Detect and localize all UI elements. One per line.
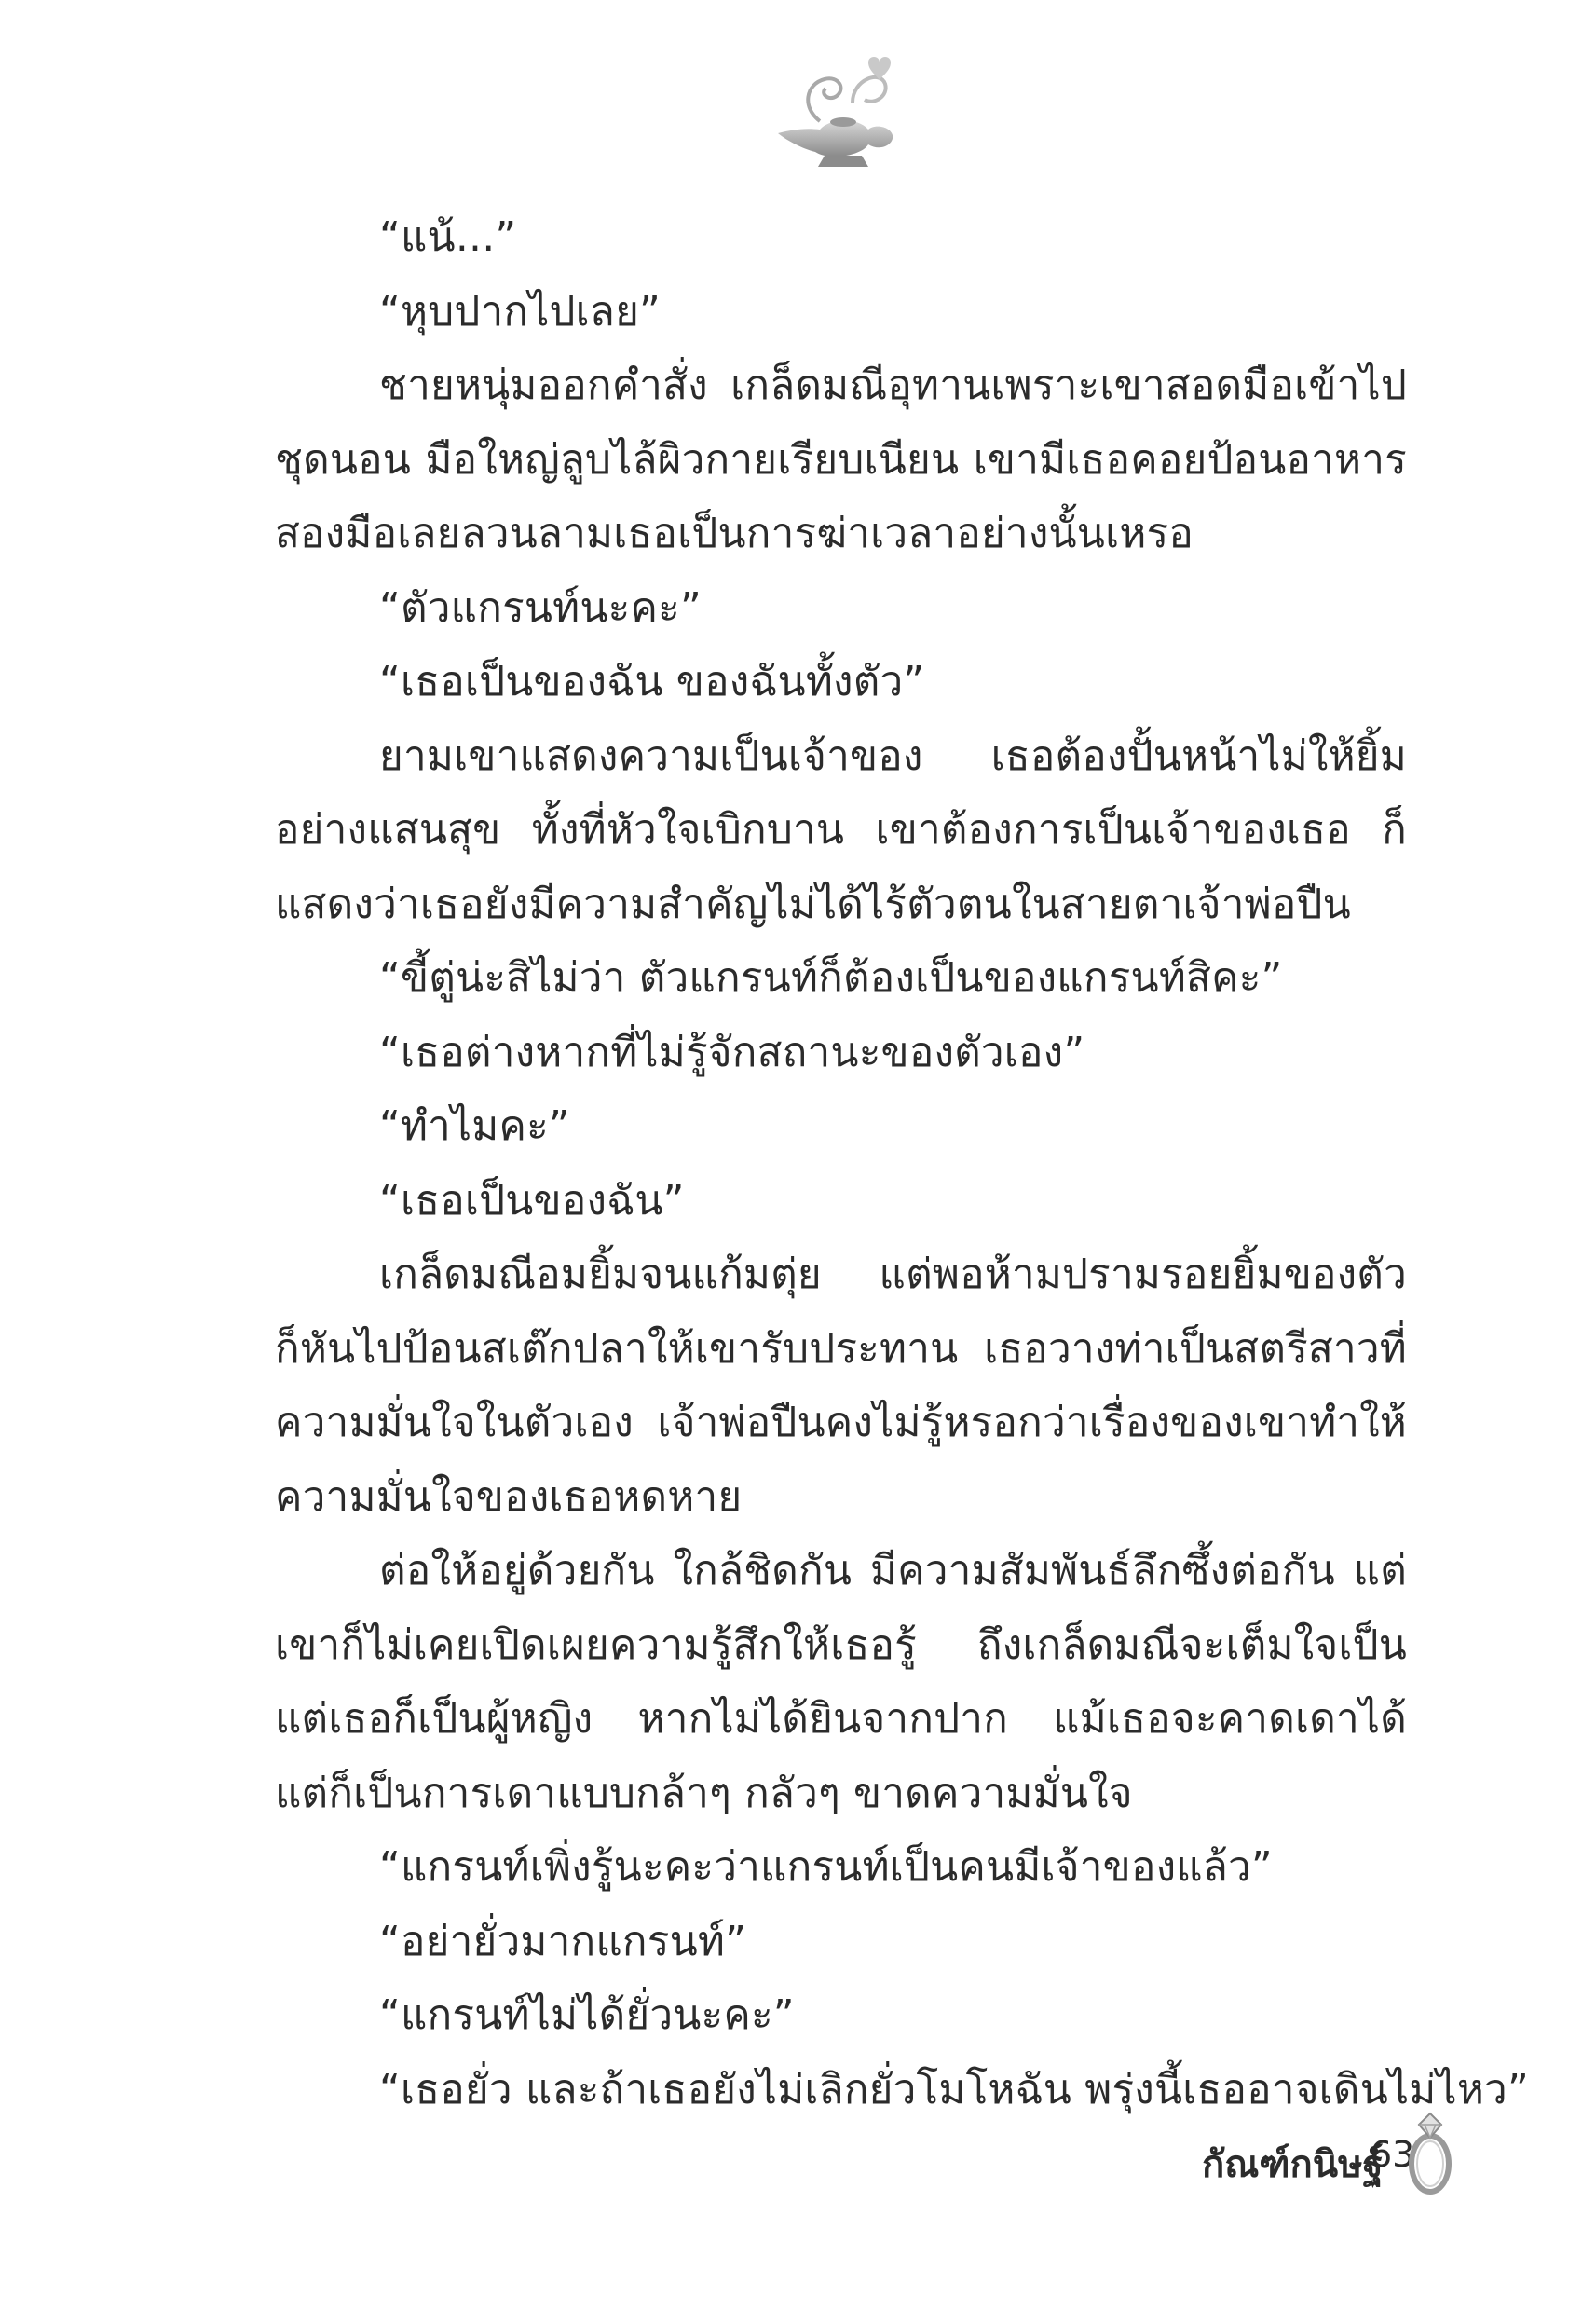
dialogue-line: “เธอเป็นของฉัน” (379, 1176, 685, 1224)
book-title: กัณฑ์กนิษฐ์ (1202, 2143, 1384, 2186)
paragraph-line: ชุดนอน มือใหญ่ลูบไล้ผิวกายเรียบเนียน เขามีเธอคอยป้อนอาหาร (275, 435, 1407, 484)
paragraph-line: อย่างแสนสุข ทั้งที่หัวใจเบิกบาน เขาต้องการเป็นเจ้าของเธอ ก็ (275, 806, 1407, 854)
dialogue-line: “ขี้ตู่น่ะสิไม่ว่า ตัวแกรนท์ก็ต้องเป็นของแกรนท์สิคะ” (379, 954, 1283, 1002)
body-text (275, 200, 1529, 2126)
paragraph-line: แต่เธอก็เป็นผู้หญิง หากไม่ได้ยินจากปาก แม้เธอจะคาดเดาได้ (275, 1695, 1407, 1743)
dialogue-line: “เธอเป็นของฉัน ของฉันทั้งตัว” (379, 658, 925, 705)
paragraph-line: ก็หันไปป้อนสเต๊กปลาให้เขารับประทาน เธอวางท่าเป็นสตรีสาวที่ (275, 1324, 1407, 1373)
paragraph-line: ต่อให้อยู่ด้วยกัน ใกล้ชิดกัน มีความสัมพันธ์ลึกซึ้งต่อกัน แต่ (379, 1547, 1407, 1594)
page-number: 63 (1370, 2134, 1415, 2175)
dialogue-line: “เธอต่างหากที่ไม่รู้จักสถานะของตัวเอง” (379, 1028, 1085, 1076)
dialogue-line: “อย่ายั่วมากแกรนท์” (379, 1917, 747, 1965)
dialogue-line: “เธอยั่ว และถ้าเธอยังไม่เลิกยั่วโมโหฉัน พรุ่งนี้เธออาจเดินไม่ไหว” (379, 2065, 1529, 2113)
paragraph-line: ความมั่นใจในตัวเอง เจ้าพ่อปืนคงไม่รู้หรอกว่าเรื่องของเขาทำให้ (275, 1399, 1407, 1446)
paragraph-line: ยามเขาแสดงความเป็นเจ้าของ เธอต้องปั้นหน้าไม่ให้ยิ้ม (379, 732, 1407, 780)
paragraph-line: ความมั่นใจของเธอหดหาย (275, 1472, 743, 1521)
paragraph-line: แต่ก็เป็นการเดาแบบกล้าๆ กลัวๆ ขาดความมั่นใจ (275, 1769, 1133, 1817)
genie-lamp-icon (764, 51, 904, 172)
dialogue-line: “หุบปากไปเลย” (379, 287, 662, 335)
page-footer (1202, 2106, 1444, 2208)
paragraph-line: สองมือเลยลวนลามเธอเป็นการฆ่าเวลาอย่างนั้นเหรอ (275, 510, 1194, 557)
dialogue-line: “ทำไมคะ” (379, 1102, 570, 1150)
paragraph-line: เกล็ดมณีอมยิ้มจนแก้มตุ่ย แต่พอห้ามปรามรอยยิ้มของตัว (379, 1251, 1407, 1298)
dialogue-line: “แกรนท์เพิ่งรู้นะคะว่าแกรนท์เป็นคนมีเจ้าของแล้ว” (379, 1843, 1273, 1891)
paragraph-line: เขาก็ไม่เคยเปิดเผยความรู้สึกให้เธอรู้ ถึงเกล็ดมณีจะเต็มใจเป็น (275, 1620, 1407, 1669)
diamond-ring-icon (1402, 2106, 1458, 2199)
paragraph-line: แสดงว่าเธอยังมีความสำคัญไม่ได้ไร้ตัวตนในสายตาเจ้าพ่อปืน (275, 880, 1351, 928)
dialogue-line: “แน้...” (379, 213, 517, 261)
dialogue-line: “แกรนท์ไม่ได้ยั่วนะคะ” (379, 1991, 795, 2039)
paragraph-line: ชายหนุ่มออกคำสั่ง เกล็ดมณีอุทานเพราะเขาสอดมือเข้าไป (379, 362, 1407, 409)
dialogue-line: “ตัวแกรนท์นะคะ” (379, 583, 702, 632)
